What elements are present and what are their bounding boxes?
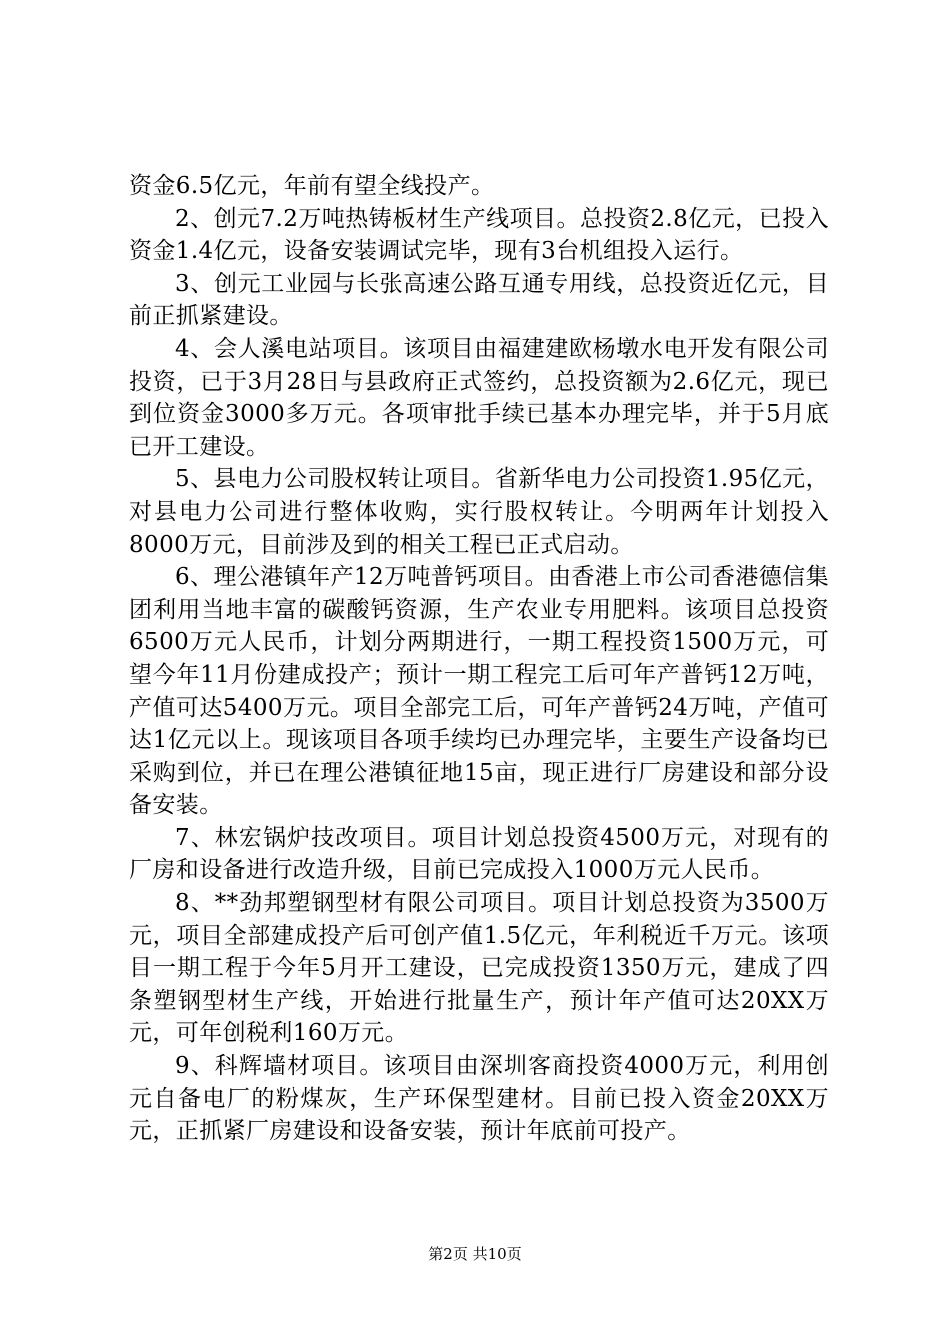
paragraph-item-9: 9、科辉墙材项目。该项目由深圳客商投资4000万元，利用创元自备电厂的粉煤灰，生产环保型建材。目前已投入资金20XX万元，正抓紧厂房建设和设备安装，预计年底前可投产。	[129, 1053, 829, 1145]
paragraph-item-6: 6、理公港镇年产12万吨普钙项目。由香港上市公司香港德信集团利用当地丰富的碳酸钙资源，生产农业专用肥料。该项目总投资6500万元人民币，计划分两期进行，一期工程投资1500万元，可望今年11月份建成投产；预计一期工程完工后可年产普钙12万吨，产值可达5400万元。项目全部完工后，可年产普钙24万吨，产值可达1亿元以上。现该项目各项手续均已办理完毕，主要生产设备均已采购到位，并已在理公港镇征地15亩，现正进行厂房建设和部分设备安装。	[129, 564, 829, 819]
paragraph-item-5: 5、县电力公司股权转让项目。省新华电力公司投资1.95亿元，对县电力公司进行整体收购，实行股权转让。今明两年计划投入8000万元，目前涉及到的相关工程已正式启动。	[129, 466, 829, 558]
paragraph-item-8: 8、**劲邦塑钢型材有限公司项目。项目计划总投资为3500万元，项目全部建成投产后可创产值1.5亿元，年利税近千万元。该项目一期工程于今年5月开工建设，已完成投资1350万元，建成了四条塑钢型材生产线，开始进行批量生产，预计年产值可达20XX万元，可年创税利160万元。	[129, 890, 829, 1047]
paragraph-item-3: 3、创元工业园与长张高速公路互通专用线，总投资近亿元，目前正抓紧建设。	[129, 270, 829, 330]
page-footer	[0, 1244, 950, 1264]
paragraph-continuation: 资金6.5亿元，年前有望全线投产。	[129, 173, 495, 199]
paragraph-item-4: 4、会人溪电站项目。该项目由福建建欧杨墩水电开发有限公司投资，已于3月28日与县政府正式签约，总投资额为2.6亿元，现已到位资金3000多万元。各项审批手续已基本办理完毕，并于5月底已开工建设。	[129, 335, 829, 460]
paragraph-item-2: 2、创元7.2万吨热铸板材生产线项目。总投资2.8亿元，已投入资金1.4亿元，设备安装调试完毕，现有3台机组投入运行。	[129, 205, 829, 265]
document-body	[129, 170, 829, 1148]
page-number: 第2页 共10页	[428, 1245, 522, 1263]
paragraph-item-7: 7、林宏锅炉技改项目。项目计划总投资4500万元，对现有的厂房和设备进行改造升级，目前已完成投入1000万元人民币。	[129, 824, 829, 884]
